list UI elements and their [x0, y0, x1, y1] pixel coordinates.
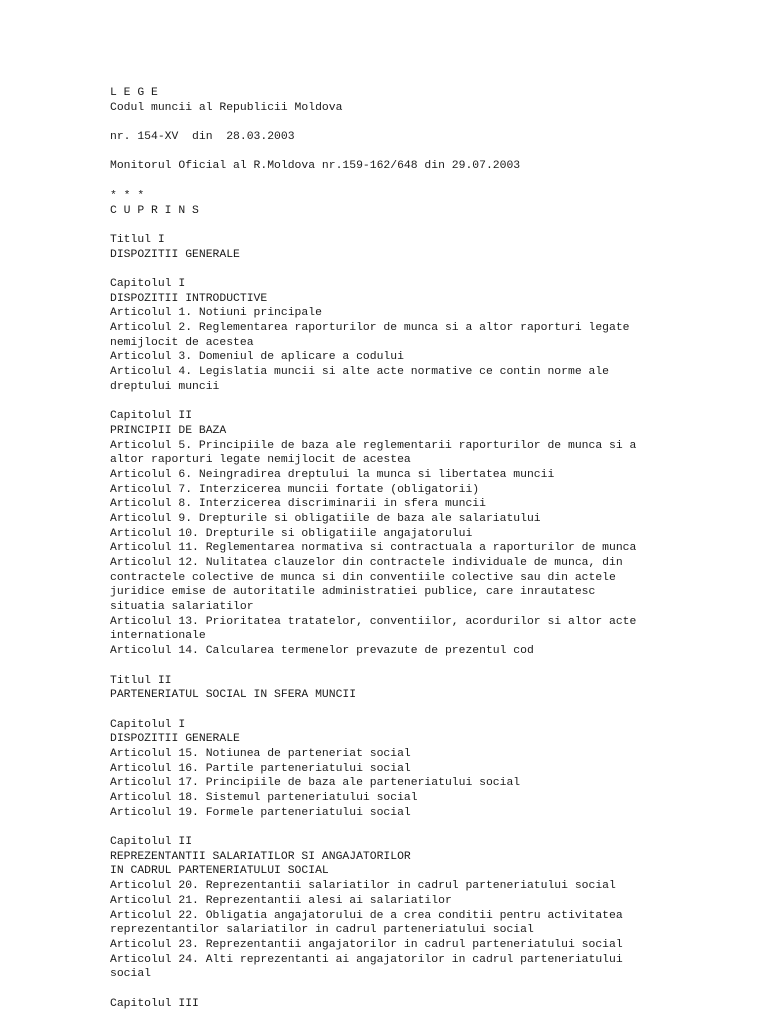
document-line: dreptului muncii	[110, 380, 220, 393]
document-line: Articolul 14. Calcularea termenelor prevazute de prezentul cod	[110, 645, 534, 658]
document-line: social	[110, 968, 152, 981]
document-line: Articolul 2. Reglementarea raporturilor de munca si a altor raporturi legate	[110, 322, 630, 334]
document-line	[110, 115, 730, 130]
document-line: situatia salariatilor	[110, 601, 254, 614]
document-line: nr. 154-XV din 28.03.2003	[110, 131, 295, 144]
document-line: Articolul 13. Prioritatea tratatelor, conventiilor, acordurilor si altor acte	[110, 615, 637, 628]
document-line: DISPOZITII INTRODUCTIVE	[110, 292, 268, 305]
document-line: Capitolul I	[110, 718, 186, 731]
document-line: * * *	[110, 189, 145, 202]
document-line: altor raporturi legate nemijlocit de acestea	[110, 454, 411, 467]
document-line: Articolul 7. Interzicerea muncii fortate (obligatorii)	[110, 483, 480, 496]
document-line: Articolul 5. Principiile de baza ale reglementarii raporturilor de munca si a	[110, 439, 637, 452]
document-line: Monitorul Oficial al R.Moldova nr.159-162/648 din 29.07.2003	[110, 160, 521, 173]
document-line: Articolul 22. Obligatia angajatorului de a crea conditii pentru activitatea	[110, 909, 623, 922]
document-line: Titlul II	[110, 674, 172, 687]
document-line: Articolul 12. Nulitatea clauzelor din contractele individuale de munca, din	[110, 557, 623, 569]
document-line	[110, 659, 730, 674]
document-line: reprezentantilor salariatilor in cadrul parteneriatului social	[110, 924, 534, 937]
document-line	[110, 145, 730, 160]
document-line: REPREZENTANTII SALARIATILOR SI ANGAJATORILOR	[110, 850, 411, 863]
document-line: contractele colective de munca si din conventiile colective sau din actele	[110, 571, 616, 584]
document-line: Capitolul II	[110, 836, 193, 849]
document-line: Articolul 19. Formele parteneriatului social	[110, 806, 411, 819]
document-line: PARTENERIATUL SOCIAL IN SFERA MUNCII	[110, 689, 357, 702]
document-line: juridice emise de autoritatile administratiei publice, care inrautatesc	[110, 586, 596, 599]
document-line: L E G E	[110, 87, 158, 99]
document-line: Articolul 24. Alti reprezentanti ai angajatorilor in cadrul parteneriatului	[110, 953, 623, 966]
document-line: nemijlocit de acestea	[110, 336, 254, 349]
document-page	[110, 86, 730, 1011]
document-line: Articolul 3. Domeniul de aplicare a codului	[110, 351, 404, 364]
document-line: DISPOZITII GENERALE	[110, 733, 240, 746]
document-line: PRINCIPII DE BAZA	[110, 424, 227, 437]
document-line: Capitolul I	[110, 277, 186, 290]
document-line: Articolul 20. Reprezentantii salariatilor in cadrul parteneriatului social	[110, 880, 616, 893]
document-line: DISPOZITII GENERALE	[110, 248, 240, 261]
document-line: Capitolul III	[110, 997, 199, 1010]
document-line: Articolul 21. Reprezentantii alesi ai salariatilor	[110, 894, 452, 907]
document-line: Articolul 6. Neingradirea dreptului la munca si libertatea muncii	[110, 468, 555, 481]
document-line: Articolul 16. Partile parteneriatului social	[110, 762, 411, 775]
document-line: IN CADRUL PARTENERIATULUI SOCIAL	[110, 865, 329, 878]
document-line: Articolul 8. Interzicerea discriminarii in sfera muncii	[110, 498, 486, 511]
document-line: Articolul 17. Principiile de baza ale parteneriatului social	[110, 777, 521, 790]
document-line: Articolul 23. Reprezentantii angajatorilor in cadrul parteneriatului social	[110, 938, 623, 951]
document-line: Codul muncii al Republicii Moldova	[110, 101, 343, 114]
document-line	[110, 262, 730, 277]
document-line: Articolul 15. Notiunea de parteneriat social	[110, 747, 411, 760]
document-line: Articolul 1. Notiuni principale	[110, 307, 322, 320]
document-line: C U P R I N S	[110, 204, 199, 217]
document-line: Articolul 18. Sistemul parteneriatului social	[110, 792, 418, 804]
document-line	[110, 820, 730, 835]
document-line: Articolul 4. Legislatia muncii si alte acte normative ce contin norme ale	[110, 366, 609, 379]
document-line: Articolul 10. Drepturile si obligatiile angajatorului	[110, 527, 473, 540]
document-line: Titlul I	[110, 233, 165, 246]
document-line: internationale	[110, 630, 206, 643]
document-line	[110, 394, 730, 409]
document-line	[110, 703, 730, 718]
document-line	[110, 174, 730, 189]
document-line	[110, 982, 730, 997]
document-line	[110, 218, 730, 233]
document-line: Articolul 11. Reglementarea normativa si contractuala a raporturilor de munca	[110, 542, 637, 555]
document-line: Capitolul II	[110, 410, 193, 423]
document-line: Articolul 9. Drepturile si obligatiile de baza ale salariatului	[110, 512, 541, 525]
